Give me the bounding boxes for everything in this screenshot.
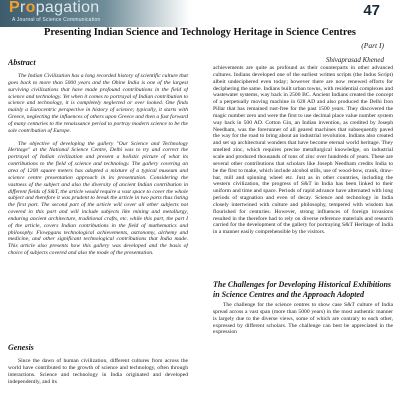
article-title: Presenting Indian Science and Technology Heritage in Science Centres xyxy=(44,27,356,38)
abstract-heading: Abstract xyxy=(8,58,36,67)
abstract-paragraph: The Indian Civilization has a long recorded history of scientific culture that goes back to more than 5000 years and the Ohine India is one of the largest surviving civilizations that have made profound contributions in the field of science and technology. Yet when it comes to portrayal of Indian contribution to science and technology, it is completely neglected or over looked. One finds mainly a Eurocentric perspective in history of science; typically, it starts with Greece, neglecting the influences of others upon Greece and then a fast forward of many centuries to the renaissance period to portray modern science to be the sole contribution of Europe. xyxy=(8,73,188,134)
abstract-paragraph: The objective of developing the gallery "Our Science and Technology Heritage" at the National Science Centre, Delhi was to try and correct the portrayal of Indian civilization and present a holistic picture of what its contributions to the field of science and technology. The gallery covering an area of 1200 square meters has adopted a mixture of a typical museum and science centre presentation approach in its presentation. Considering the vastness of the subject and also the diversity of ancient Indian contribution in different fields of S&T, the article would require a vast space to cover the whole subject and therefore it was prudent to break the article in two parts thus listing the first part. The second part of the article will cover all other subjects not covered in this part and will include subjects like mining and metallurgy, enduring ancient architecture, traditional crafts, etc. while this part, the part I of the article, covers Indian contributions in the field of mathematics and philosophy. Flowpgans technological achievements, astronomy, alchemy and medicine, and other significant technological contributions that India made. This article also presents how this gallery was developed and the basis of choice of subjects covered and also the mode of the presentation. xyxy=(8,140,188,257)
page-number: 47 xyxy=(363,2,380,19)
challenges-paragraph: The challenge for the science centres to show case S&T culture of India spread across a vast span (more than 5000 years) in the most authentic manner is largely due to the diverse views, some of which are contrary to each other, expressed by different scholars. The challenge can best be appreciated in the expression xyxy=(213,302,393,336)
logo-text: Propagation xyxy=(9,0,100,16)
body-paragraph: achievements are quite as profound as their counterparts in other advanced cultures. Indians developed one of the earliest written scripts (the Indus Script) albeit undeciphered even today; however there are now renewed efforts for deciphering the same. Indians built urban towns, with residential complexes and wastewater systems, way back in 2500 BC. Ancient Indians created the concept of a perpetually moving machine in 628 AD and also produced the Delhi Iron Pillar that has remained rust-free for the past 1500 years. They discovered the magic number zero and were the first to use decimal place value number system way back in 500 AD. Cotton Gin, an Indian invention, as credited by Joseph Needham, was the forerunner of all geared machines that subsequently paved the way for the road to bring about an industrial revolution. Indians also created and set up architectural wonders that have become eternal world heritage. They smelted zinc, which requires precise metallurgical knowledge, on industrial scale and produced thousands of tons of zinc over hundreds of years. These are several other contributions that scholars like Joseph Needham credits India to be the first to make, which include alcohol stills, use of wood-bow, crank, draw-bar, mill and spinning wheel etc. Just as in other countries, including the western civilization, the progress of S&T in India has been linked to their uniform and time and space. Periods of rapid advance have alternated with long periods of stagnation and even of decay. Science and technology in India closely intertwined with culture and philosophy, tempered with wisdom has flourished for centuries. However, strong influences of foreign invasions resulted in the therefore had to rely on diverse reference materials and research carried for the development of the gallery for portraying S&T Heritage of India in a manner easily comprehensible by the visitors. xyxy=(213,65,393,236)
challenges-heading: The Challenges for Developing Historical Exhibitions in Science Centres and the Approach Adopted xyxy=(213,280,392,299)
right-column xyxy=(213,65,393,336)
abstract-section xyxy=(8,58,188,316)
genesis-heading: Genesis xyxy=(8,343,34,352)
author-name: Shivaprasad Khened xyxy=(325,56,384,64)
journal-header xyxy=(0,0,400,27)
genesis-paragraph: Since the dawn of human civilization, different cultures from across the world have contributed to the growth of science and technology, often through interactions. Science and technology in India originated and developed independently, and its xyxy=(8,358,188,385)
genesis-section xyxy=(8,343,188,391)
left-column xyxy=(8,58,188,385)
journal-tagline: A Journal of Science Communication xyxy=(12,17,101,23)
journal-logo xyxy=(0,0,190,27)
article-part: (Part I) xyxy=(361,41,384,50)
right-body-text xyxy=(213,65,393,273)
challenges-section xyxy=(213,276,393,336)
